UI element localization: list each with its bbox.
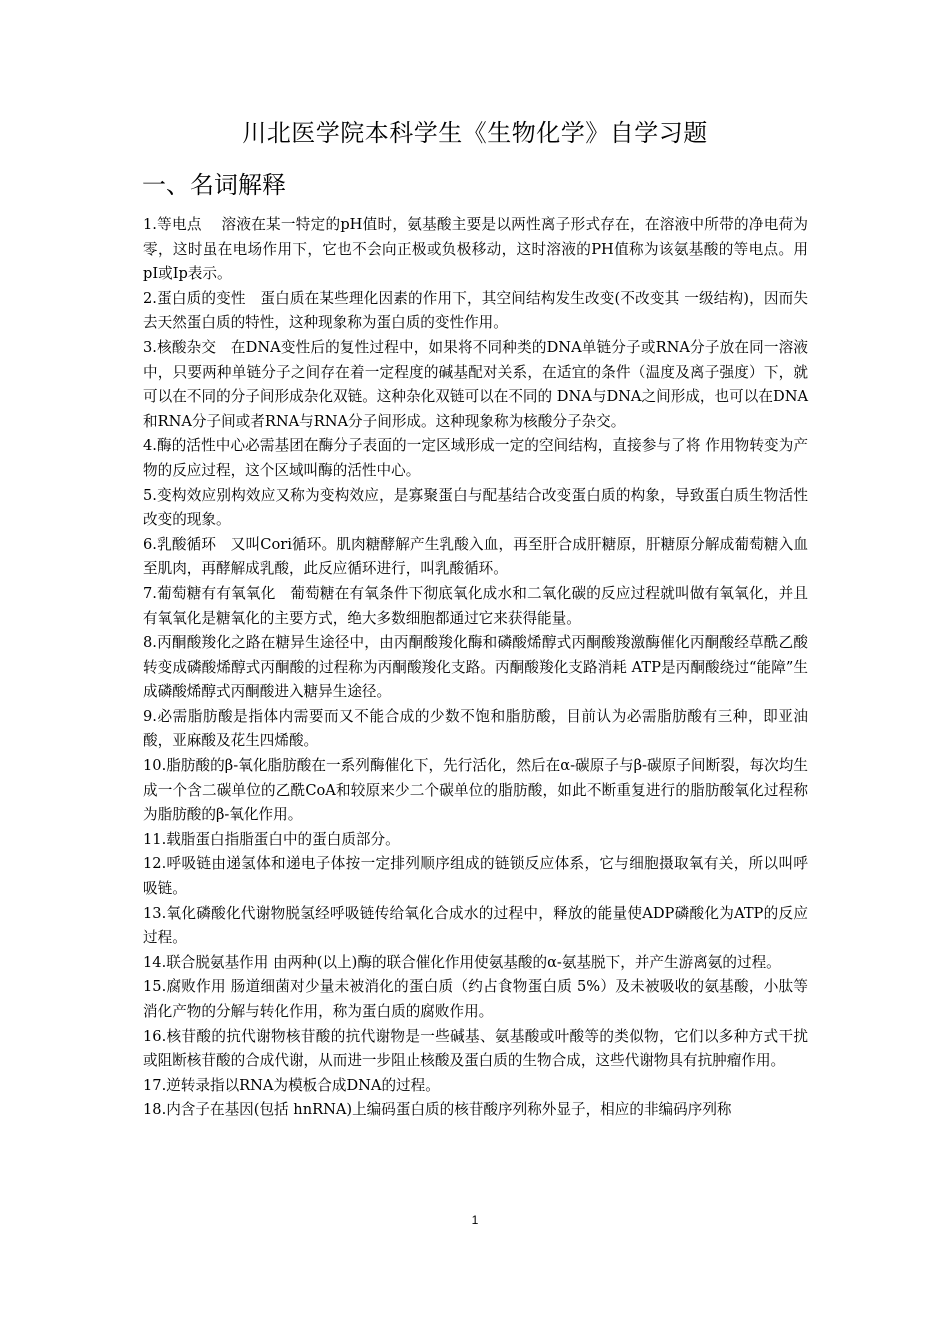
glossary-entry-1: 1.等电点 溶液在某一特定的pH值时，氨基酸主要是以两性离子形式存在，在溶液中所带的净电荷为零，这时虽在电场作用下，它也不会向正极或负极移动，这时溶液的PH值称为该氨基酸的等电点。用pI或Ip表示。 [143, 216, 808, 283]
glossary-entry-14: 14.联合脱氨基作用 由两种(以上)酶的联合催化作用使氨基酸的α-氨基脱下，并产生游离氨的过程。 [143, 953, 781, 971]
glossary-entry-9: 9.必需脂肪酸是指体内需要而又不能合成的少数不饱和脂肪酸，目前认为必需脂肪酸有三种，即亚油酸，亚麻酸及花生四烯酸。 [143, 707, 808, 750]
glossary-entry-5: 5.变构效应别构效应又称为变构效应，是寡聚蛋白与配基结合改变蛋白质的构象，导致蛋白质生物活性改变的现象。 [143, 486, 808, 529]
glossary-entry-2: 2.蛋白质的变性 蛋白质在某些理化因素的作用下，其空间结构发生改变(不改变其 一级结构)，因而失去天然蛋白质的特性，这种现象称为蛋白质的变性作用。 [143, 289, 808, 332]
glossary-entry-10: 10.脂肪酸的β-氧化脂肪酸在一系列酶催化下，先行活化，然后在α-碳原子与β-碳原子间断裂，每次均生成一个含二碳单位的乙酰CoA和较原来少二个碳单位的脂肪酸，如此不断重复进行的脂肪酸氧化过程称为脂肪酸的β-氧化作用。 [143, 757, 808, 824]
glossary-entry-13: 13.氧化磷酸化代谢物脱氢经呼吸链传给氧化合成水的过程中，释放的能量使ADP磷酸化为ATP的反应过程。 [143, 904, 808, 947]
glossary-entry-18: 18.内含子在基因(包括 hnRNA)上编码蛋白质的核苷酸序列称外显子，相应的非编码序列称 [143, 1101, 732, 1119]
page-title: 川北医学院本科学生《生物化学》自学习题 [242, 119, 708, 147]
glossary-entry-8: 8.丙酮酸羧化之路在糖异生途径中，由丙酮酸羧化酶和磷酸烯醇式丙酮酸羧激酶催化丙酮酸经草酰乙酸转变成磷酸烯醇式丙酮酸的过程称为丙酮酸羧化支路。丙酮酸羧化支路消耗 ATP是丙酮酸绕过“能障”生成磷酸烯醇式丙酮酸进入糖异生途径。 [143, 634, 808, 701]
glossary-entry-12: 12.呼吸链由递氢体和递电子体按一定排列顺序组成的链锁反应体系，它与细胞摄取氧有关，所以叫呼吸链。 [143, 855, 808, 898]
glossary-entry-3: 3.核酸杂交 在DNA变性后的复性过程中，如果将不同种类的DNA单链分子或RNA分子放在同一溶液中，只要两种单链分子之间存在着一定程度的碱基配对关系，在适宜的条件（温度及离子强度）下，就可以在不同的分子间形成杂化双链。这种杂化双链可以在不同的 DNA与DNA之间形成，也可以在DNA和RNA分子间或者RNA与RNA分子间形成。这种现象称为核酸分子杂交。 [143, 338, 808, 430]
glossary-list [143, 213, 808, 1123]
section-heading: 一、名词解释 [142, 171, 286, 199]
glossary-entry-11: 11.载脂蛋白指脂蛋白中的蛋白质部分。 [143, 830, 400, 848]
glossary-entry-7: 7.葡萄糖有有氧氧化 葡萄糖在有氧条件下彻底氧化成水和二氧化碳的反应过程就叫做有氧氧化，并且有氧氧化是糖氧化的主要方式，绝大多数细胞都通过它来获得能量。 [143, 584, 808, 627]
glossary-entry-17: 17.逆转录指以RNA为模板合成DNA的过程。 [143, 1076, 440, 1094]
page-number: 1 [471, 1213, 479, 1227]
glossary-entry-16: 16.核苷酸的抗代谢物核苷酸的抗代谢物是一些碱基、氨基酸或叶酸等的类似物，它们以多种方式干扰或阻断核苷酸的合成代谢，从而进一步阻止核酸及蛋白质的生物合成，这些代谢物具有抗肿瘤作用。 [143, 1027, 808, 1070]
glossary-entry-6: 6.乳酸循环 又叫Cori循环。肌肉糖酵解产生乳酸入血，再至肝合成肝糖原，肝糖原分解成葡萄糖入血至肌肉，再酵解成乳酸，此反应循环进行，叫乳酸循环。 [143, 535, 808, 578]
glossary-entry-4: 4.酶的活性中心必需基团在酶分子表面的一定区域形成一定的空间结构，直接参与了将 作用物转变为产物的反应过程，这个区域叫酶的活性中心。 [143, 437, 808, 479]
glossary-entry-15: 15.腐败作用 肠道细菌对少量未被消化的蛋白质（约占食物蛋白质 5%）及未被吸收的氨基酸，小肽等消化产物的分解与转化作用，称为蛋白质的腐败作用。 [143, 978, 808, 1020]
